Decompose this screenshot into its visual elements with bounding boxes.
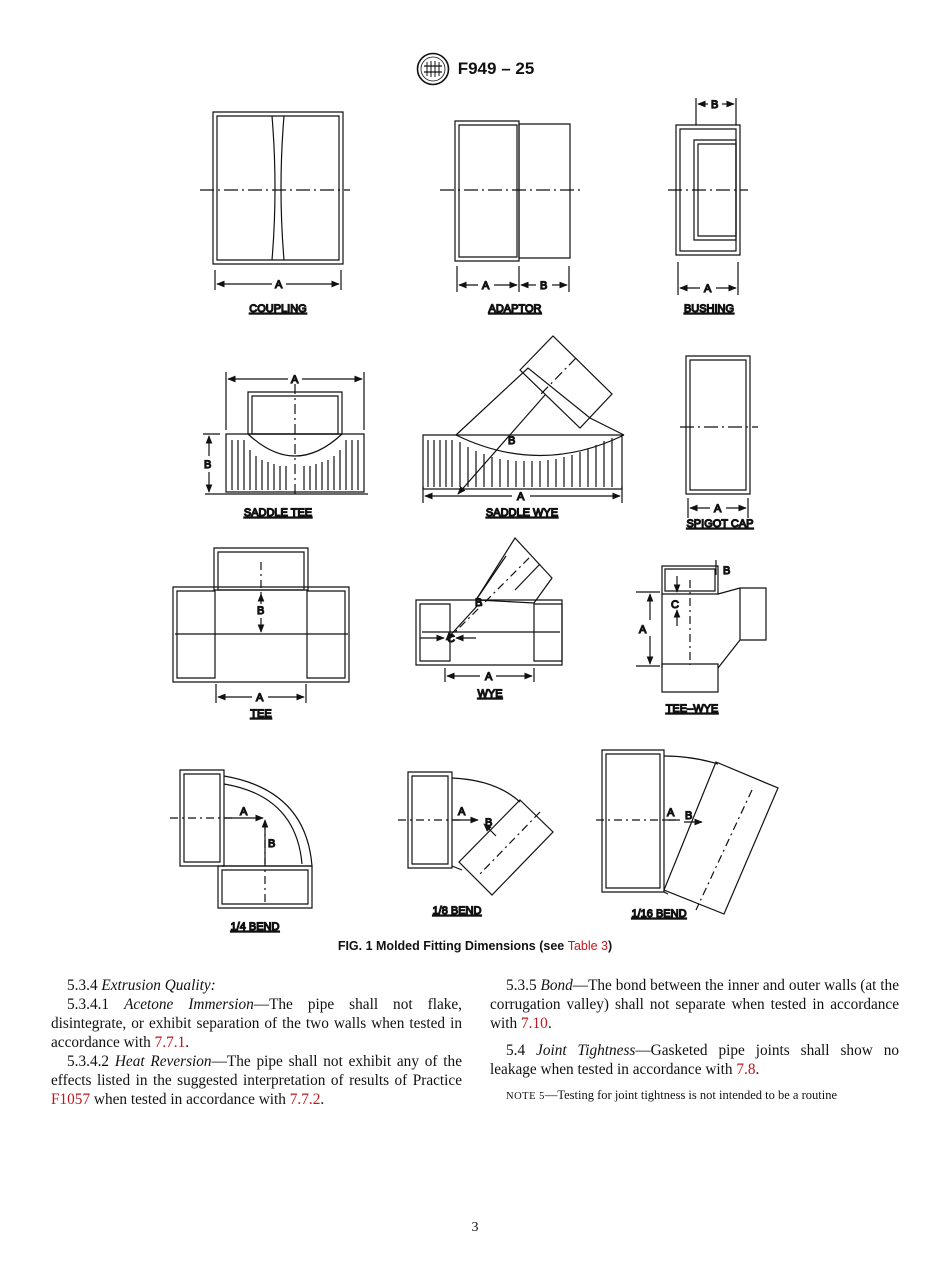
section-title: Extrusion Quality:: [101, 977, 216, 994]
ref-link-7-7-2[interactable]: 7.7.2: [289, 1091, 321, 1108]
section-number: 5.3.4.1: [67, 996, 110, 1013]
tee-wye-dim-b: B: [723, 565, 731, 577]
label-saddle-tee: SADDLE TEE: [243, 507, 313, 519]
spigot-cap-drawing: [680, 356, 758, 518]
page-number: 3: [471, 1220, 479, 1235]
label-tee-wye: TEE–WYE: [665, 703, 719, 715]
spigot-cap-dim-a: A: [714, 503, 722, 515]
fittings-drawing: [0, 90, 950, 935]
tee-wye-dim-a: A: [639, 624, 647, 636]
adaptor-drawing: [440, 121, 580, 292]
section-5-3-4: [51, 976, 462, 995]
section-title: Acetone Immersion: [124, 996, 254, 1013]
wye-dim-b: B: [475, 597, 483, 609]
quarter-bend-drawing: [170, 770, 312, 908]
section-5-3-4-2: [51, 1052, 462, 1109]
quarter-bend-dim-b: B: [268, 838, 276, 850]
section-title: Bond: [540, 977, 573, 994]
label-wye: WYE: [477, 688, 503, 700]
saddle-tee-dim-a: A: [291, 374, 299, 386]
section-5-3-4-1: [51, 995, 462, 1052]
note-text: —Testing for joint tightness is not intended to be a routine: [544, 1088, 838, 1102]
bushing-dim-b: B: [711, 99, 719, 111]
eighth-bend-dim-a: A: [458, 806, 466, 818]
label-tee: TEE: [250, 708, 272, 720]
label-bushing: BUSHING: [683, 303, 735, 315]
section-number: 5.4: [506, 1042, 526, 1059]
saddle-tee-drawing: [203, 372, 368, 498]
sixteenth-bend-dim-b: B: [685, 810, 693, 822]
figure-caption: [0, 939, 950, 953]
tee-wye-dim-c: C: [671, 599, 679, 611]
label-eighth-bend: 1/8 BEND: [432, 905, 482, 917]
section-text: when tested in accordance with: [90, 1091, 290, 1108]
ref-link-7-7-1[interactable]: 7.7.1: [154, 1034, 186, 1051]
ref-link-7-8[interactable]: 7.8: [736, 1061, 756, 1078]
section-text-end: .: [547, 1015, 552, 1032]
section-text-end: .: [320, 1091, 325, 1108]
bushing-dim-a: A: [704, 283, 712, 295]
adaptor-dim-b: B: [540, 280, 548, 292]
wye-drawing: [416, 538, 562, 682]
coupling-dim-a: A: [275, 279, 283, 291]
label-spigot-cap: SPIGOT CAP: [686, 518, 754, 530]
label-sixteenth-bend: 1/16 BEND: [631, 908, 687, 920]
label-coupling: COUPLING: [249, 303, 307, 315]
saddle-wye-dim-b: B: [508, 435, 516, 447]
label-quarter-bend: 1/4 BEND: [230, 921, 280, 933]
section-title: Heat Reversion: [114, 1053, 212, 1070]
section-text: —The pipe shall not exhibit any of the effects listed in the suggested interpretation of results of Practice: [51, 1053, 462, 1089]
coupling-drawing: [200, 112, 350, 290]
figure-molded-fittings: [0, 90, 950, 935]
saddle-tee-dim-b: B: [204, 459, 212, 471]
saddle-wye-drawing: [423, 336, 624, 503]
eighth-bend-dim-b: B: [485, 817, 493, 829]
document-number: F949 – 25: [457, 59, 535, 78]
saddle-wye-dim-a: A: [517, 491, 525, 503]
right-column: [490, 976, 899, 1105]
astm-logo-icon: [416, 52, 450, 86]
note-label: NOTE 5: [506, 1091, 545, 1102]
tee-dim-b: B: [257, 605, 265, 617]
caption-table-link[interactable]: Table 3: [567, 939, 609, 953]
section-number: 5.3.4.2: [67, 1053, 110, 1070]
section-text: —Gasketed pipe joints shall show no leakage when tested in accordance with: [490, 1042, 899, 1078]
quarter-bend-dim-a: A: [240, 806, 248, 818]
wye-dim-a: A: [485, 671, 493, 683]
left-column: [51, 976, 462, 1109]
ref-link-7-10[interactable]: 7.10: [521, 1015, 548, 1032]
label-adaptor: ADAPTOR: [488, 303, 542, 315]
label-saddle-wye: SADDLE WYE: [485, 507, 559, 519]
note-5: [490, 1087, 899, 1105]
adaptor-dim-a: A: [482, 280, 490, 292]
section-5-3-5: [490, 976, 899, 1033]
bushing-drawing: [668, 98, 748, 295]
page-header: [0, 52, 950, 91]
section-number: 5.3.5: [506, 977, 537, 994]
tee-dim-a: A: [256, 692, 264, 704]
section-title: Joint Tightness: [536, 1042, 636, 1059]
section-number: 5.3.4: [67, 977, 98, 994]
section-5-4: [490, 1041, 899, 1079]
caption-close: ): [608, 939, 613, 953]
tee-drawing: [173, 548, 349, 703]
section-text: —The pipe shall not flake, disintegrate, or exhibit separation of the two walls when tested in accordance with: [51, 996, 462, 1051]
section-text-end: .: [755, 1061, 760, 1078]
wye-dim-c: C: [447, 633, 455, 645]
caption-text: FIG. 1 Molded Fitting Dimensions (see: [337, 939, 568, 953]
eighth-bend-drawing: [398, 772, 553, 895]
sixteenth-bend-dim-a: A: [667, 807, 675, 819]
sixteenth-bend-drawing: [596, 750, 778, 914]
ref-link-f1057[interactable]: F1057: [51, 1091, 91, 1108]
section-text: —The bond between the inner and outer walls (at the corrugation valley) shall not separate when tested in accordance with: [490, 977, 899, 1032]
tee-wye-drawing: [636, 560, 766, 692]
section-text-end: .: [185, 1034, 190, 1051]
